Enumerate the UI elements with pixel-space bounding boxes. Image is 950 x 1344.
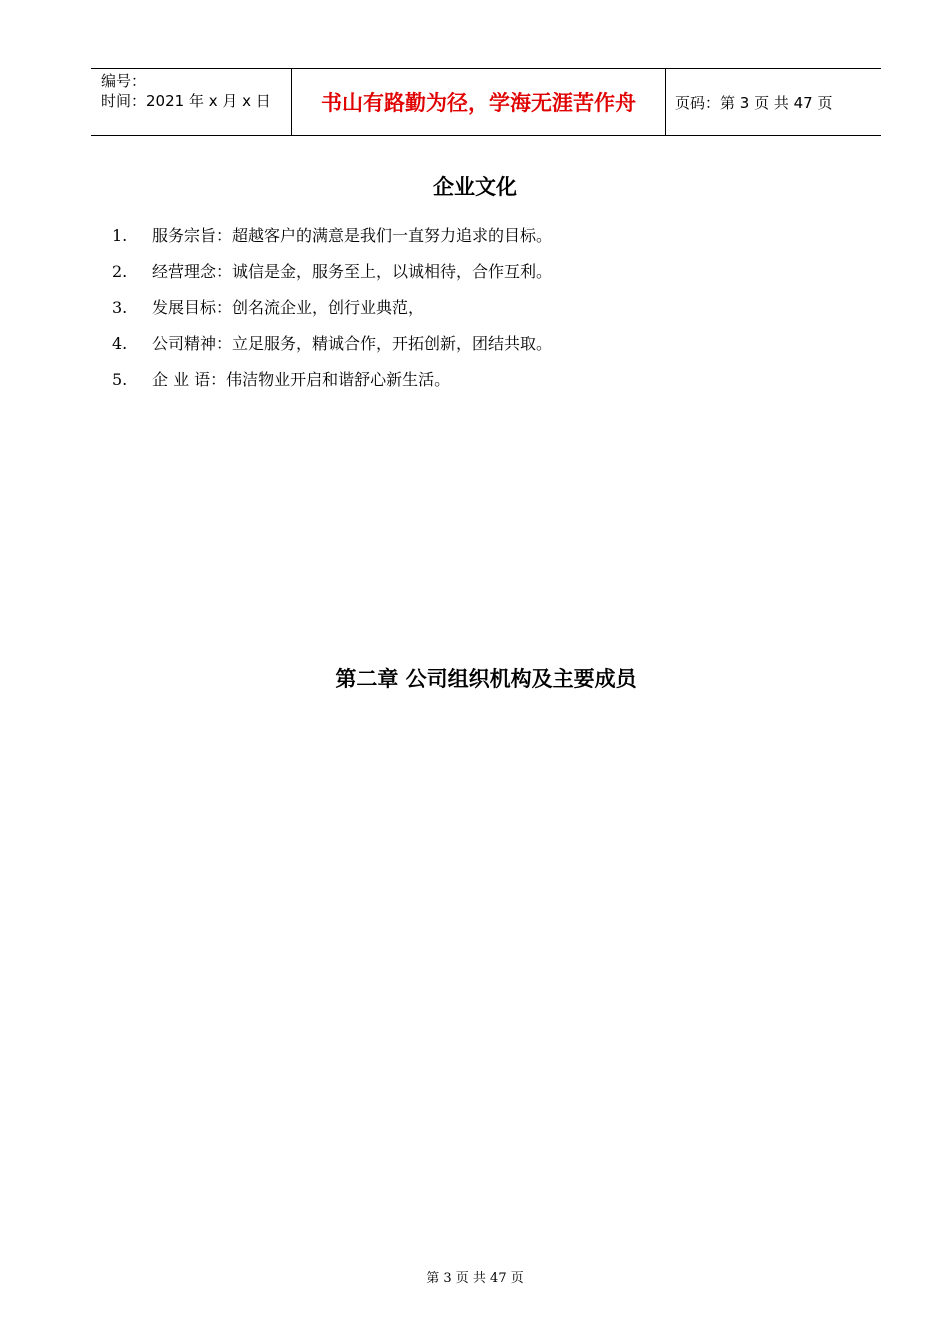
list-item-text: 发展目标：创名流企业，创行业典范，: [152, 298, 425, 317]
list-item-number: 2.: [112, 262, 128, 281]
document-time-label: 时间：2021 年 x 月 x 日: [101, 92, 271, 110]
list-item-number: 5.: [112, 370, 128, 389]
culture-list: [112, 224, 552, 404]
list-item-text: 服务宗旨：超越客户的满意是我们一直努力追求的目标。: [152, 226, 553, 245]
header-motto-cell: [292, 69, 666, 135]
header-meta-cell: [91, 69, 292, 135]
page-footer: 第 3 页 共 47 页: [426, 1271, 524, 1286]
list-item: [112, 260, 552, 296]
list-item-number: 3.: [112, 298, 128, 317]
chapter-title: 第二章 公司组织机构及主要成员: [335, 667, 637, 691]
list-item-number: 4.: [112, 334, 128, 353]
page-header: [91, 68, 881, 136]
list-item-text: 经营理念：诚信是金，服务至上，以诚相待，合作互利。: [152, 262, 553, 281]
list-item: [112, 224, 552, 260]
header-page-cell: [666, 69, 881, 135]
document-number-label: 编号：: [101, 72, 147, 90]
header-page-info: 页码：第 3 页 共 47 页: [675, 93, 833, 112]
list-item: [112, 332, 552, 368]
list-item-number: 1.: [112, 226, 128, 245]
section-title: 企业文化: [433, 175, 517, 199]
list-item: [112, 296, 552, 332]
list-item: [112, 368, 552, 404]
list-item-text: 公司精神：立足服务，精诚合作，开拓创新，团结共取。: [152, 334, 553, 353]
list-item-text: 企 业 语：伟洁物业开启和谐舒心新生活。: [152, 370, 451, 389]
header-motto: 书山有路勤为径，学海无涯苦作舟: [321, 91, 636, 115]
